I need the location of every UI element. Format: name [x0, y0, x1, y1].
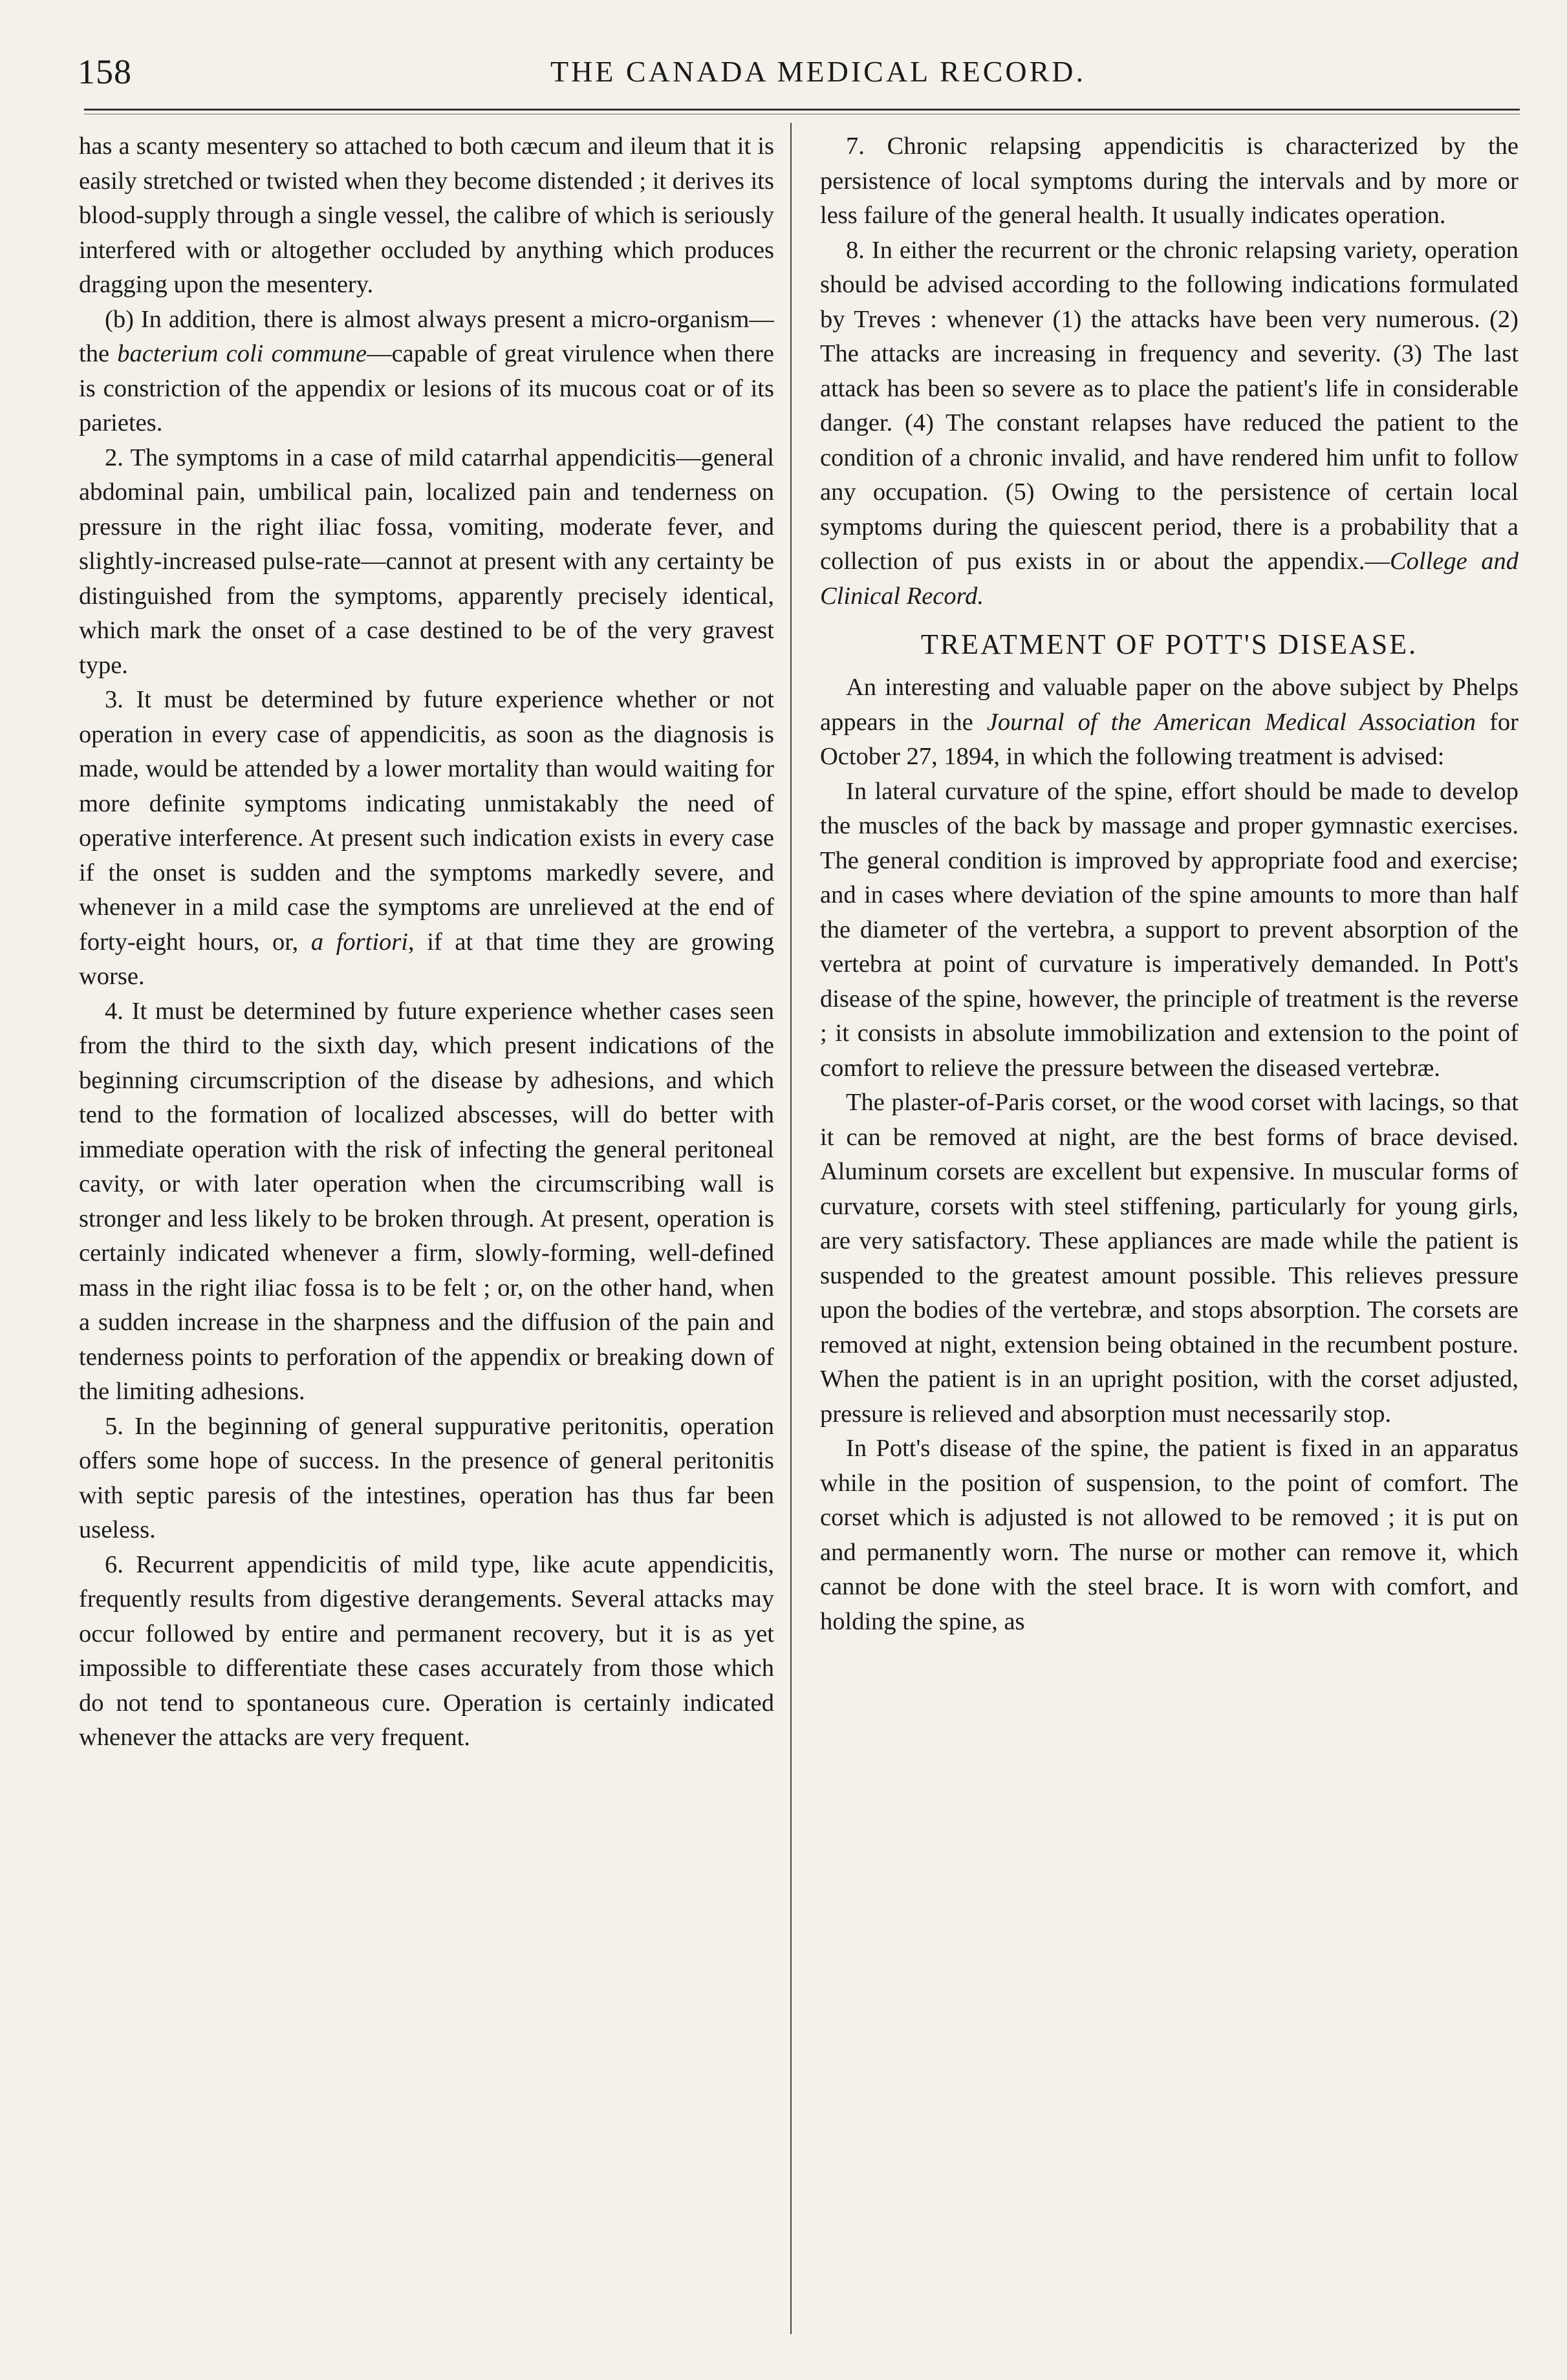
running-title: THE CANADA MEDICAL RECORD. [550, 55, 1086, 88]
column-divider [790, 123, 792, 2334]
text-run: —capable of great virulence when there is constriction of the appendix or lesions of its mucous coat or of its parietes. [79, 340, 774, 436]
italic-run: bacterium coli commune [117, 340, 367, 367]
left-column [79, 129, 774, 1755]
header-rule [84, 109, 1520, 111]
paragraph [79, 303, 774, 441]
right-column [820, 129, 1518, 1639]
paragraph: 7. Chronic relapsing appendicitis is characterized by the persistence of local symptoms during the intervals and by more or less failure of the general health. It usually indicates operation. [820, 133, 1518, 229]
paragraph [79, 683, 774, 994]
paragraph: In Pott's disease of the spine, the patient is fixed in an apparatus while in the position of suspension, to the point of comfort. The corset which is adjusted is not allowed to be removed ; it is put on and permanently worn. The nurse or mother can remove it, which cannot be done with the steel brace. It is worn with comfort, and holding the spine, as [820, 1435, 1518, 1635]
paragraph [820, 670, 1518, 775]
page-number: 158 [78, 52, 132, 91]
text-run: An interesting and valuable paper on the above subject by Phelps appears in the [820, 674, 1518, 736]
paragraph: In lateral curvature of the spine, effort should be made to develop the muscles of the back by massage and proper gymnastic exercises. The general condition is improved by appropriate food and exercise; and in cases where deviation of the spine amounts to more than half the diameter of the vertebra, a support to prevent absorption of the vertebra at point of curvature is imperatively demanded. In Pott's disease of the spine, however, the principle of treatment is the reverse ; it consists in absolute immobilization and extension to the point of comfort to relieve the pressure between the diseased vertebræ. [820, 777, 1518, 1082]
italic-run: College and Clinical Record. [820, 548, 1518, 610]
paragraph: 6. Recurrent appendicitis of mild type, like acute appendicitis, frequently results from digestive derangements. Several attacks may occur followed by entire and permanent recovery, but it is as yet impossible to differentiate these cases accurately from those which do not tend to spontaneous cure. Operation is certainly indicated whenever the attacks are very frequent. [79, 1550, 774, 1751]
paragraph: 5. In the beginning of general suppurative peritonitis, operation offers some hope of success. In the presence of general peritonitis with septic paresis of the intestines, operation has thus far been useless. [79, 1412, 774, 1543]
paragraph: The plaster-of-Paris corset, or the wood corset with lacings, so that it can be removed at night, are the best forms of brace devised. Aluminum corsets are excellent but expensive. In muscular forms of curvature, corsets with steel stiffening, particularly for young girls, are very satisfactory. These appliances are made while the patient is suspended to the greatest amount possible. This relieves pressure upon the bodies of the vertebræ, and stops absorption. The corsets are removed at night, extension being obtained in the recumbent posture. When the patient is in an upright position, with the corset adjusted, pressure is relieved and absorption must necessarily stop. [820, 1089, 1518, 1428]
italic-run: a fortiori [310, 928, 408, 956]
paragraph: 2. The symptoms in a case of mild catarrhal appendicitis—general abdominal pain, umbilical pain, localized pain and tenderness on pressure in the right iliac fossa, vomiting, moderate fever, and slightly-increased pulse-rate—cannot at present with any certainty be distinguished from the symptoms, apparently precisely identical, which mark the onset of a case destined to be of the very gravest type. [79, 444, 774, 679]
paragraph: has a scanty mesentery so attached to both cæcum and ileum that it is easily stretched or twisted when they become distended ; it derives its blood-supply through a single vessel, the calibre of which is seriously interfered with or altogether occluded by anything which produces dragging upon the mesentery. [79, 133, 774, 298]
text-run: for October 27, 1894, in which the following treatment is advised: [820, 708, 1518, 770]
paragraph [820, 233, 1518, 614]
text-run: , if at that time they are growing worse. [79, 928, 774, 990]
text-run: 3. It must be determined by future experience whether or not operation in every case of appendicitis, as soon as the diagnosis is made, would be attended by a lower mortality than would waiting for more definite symptoms indicating unmistakably the need of operative interference. At present such indication exists in every case if the onset is sudden and the symptoms markedly severe, and whenever in a mild case the symptoms are unrelieved at the end of forty-eight hours, or, [79, 686, 774, 956]
section-heading: TREATMENT OF POTT'S DISEASE. [920, 628, 1418, 660]
text-run: (b) In addition, there is almost always present a micro-organism—the [79, 305, 774, 367]
italic-run: Journal of the American Medical Association [986, 708, 1476, 736]
page-header [78, 52, 1520, 97]
text-run: 8. In either the recurrent or the chronic relapsing variety, operation should be advised according to the following indications formulated by Treves : whenever (1) the attacks have been very numerous. (2) The attacks are increasing in frequency and severity. (3) The last attack has been so severe as to place the patient's life in considerable danger. (4) The constant relapses have reduced the patient to the condition of a chronic invalid, and have rendered him unfit to follow any occupation. (5) Owing to the persistence of certain local symptoms during the quiescent period, there is a probability that a collection of pus exists in or about the appendix.— [820, 236, 1518, 575]
paragraph: 4. It must be determined by future experience whether cases seen from the third to the sixth day, which present indications of the beginning circumscription of the disease by adhesions, and which tend to the formation of localized abscesses, will do better with immediate operation with the risk of infecting the general peritoneal cavity, or with later operation when the circumscribing wall is stronger and less likely to be broken through. At present, operation is certainly indicated whenever a firm, slowly-forming, well-defined mass in the right iliac fossa is to be felt ; or, on the other hand, when a sudden increase in the sharpness and the diffusion of the pain and tenderness points to perforation of the appendix or breaking down of the limiting adhesions. [79, 997, 774, 1405]
